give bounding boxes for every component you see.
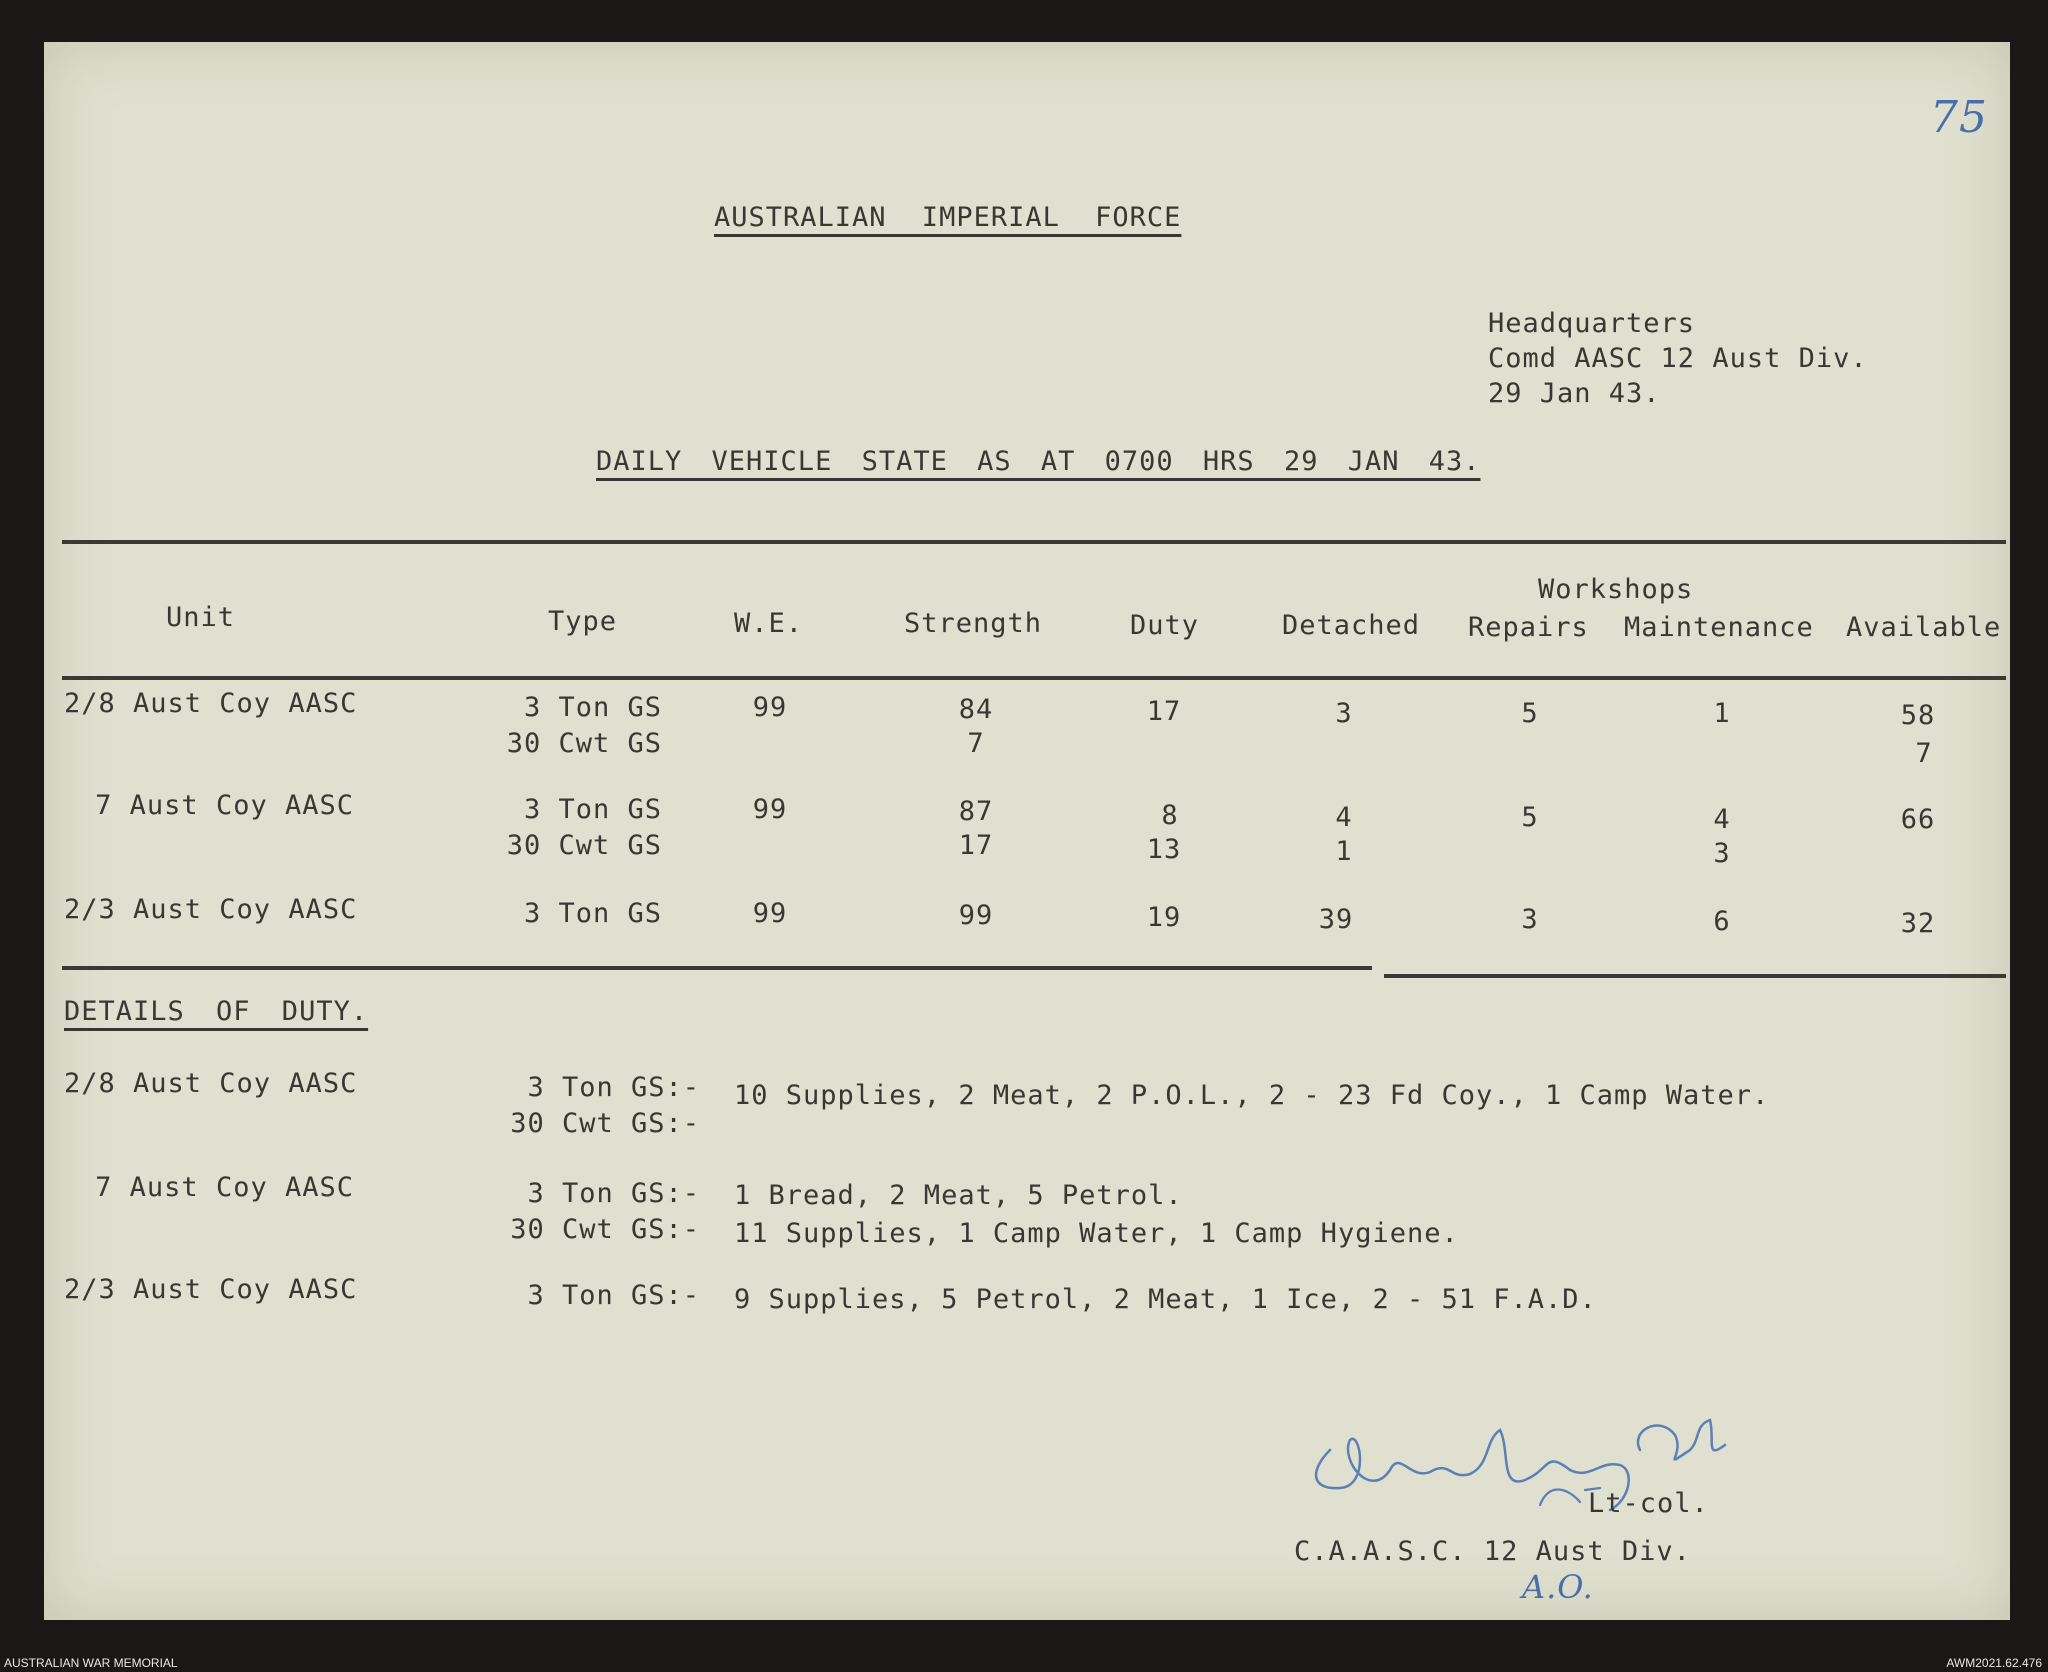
table-top-rule — [62, 540, 2006, 544]
table-cell-available: 32 — [1900, 908, 1936, 939]
table-cell-duty: 13 — [1146, 834, 1182, 865]
details-unit: 7 Aust Coy AASC — [95, 1172, 354, 1203]
table-cell-maintenance: 3 — [1713, 838, 1731, 869]
table-header-rule — [62, 676, 2006, 680]
col-header-type: Type — [548, 606, 618, 637]
table-cell-strength: 84 — [958, 694, 994, 725]
col-header-strength: Strength — [904, 608, 1043, 639]
table-cell-repairs: 5 — [1521, 698, 1539, 729]
signature-appointment: C.A.A.S.C. 12 Aust Div. — [1294, 1536, 1691, 1567]
document-subtitle: DAILY VEHICLE STATE AS AT 0700 HRS 29 JAN 43. — [596, 446, 1481, 477]
details-type: 30 Cwt GS:- — [510, 1108, 700, 1139]
table-cell-detached: 1 — [1335, 836, 1353, 867]
details-type: 30 Cwt GS:- — [510, 1214, 700, 1245]
table-cell-repairs: 3 — [1521, 904, 1539, 935]
details-text: 1 Bread, 2 Meat, 5 Petrol. — [734, 1180, 1183, 1211]
details-text: 10 Supplies, 2 Meat, 2 P.O.L., 2 - 23 Fd Coy., 1 Camp Water. — [734, 1080, 1770, 1111]
table-cell-available: 7 — [1915, 738, 1933, 769]
table-group-header-workshops: Workshops — [1538, 574, 1694, 605]
footer-right: AWM2021.62.476 — [1946, 1656, 2042, 1670]
table-cell-available: 58 — [1900, 700, 1936, 731]
table-cell-we: 99 — [752, 794, 788, 825]
details-text: 9 Supplies, 5 Petrol, 2 Meat, 1 Ice, 2 - 51 F.A.D. — [734, 1284, 1597, 1315]
table-cell-we: 99 — [752, 692, 788, 723]
table-cell-duty: 8 — [1161, 800, 1179, 831]
col-header-repairs: Repairs — [1468, 612, 1589, 643]
header-line-3: 29 Jan 43. — [1488, 378, 1661, 409]
handwritten-initials: A.O. — [1522, 1568, 1594, 1606]
table-cell-maintenance: 6 — [1713, 906, 1731, 937]
col-header-available: Available — [1846, 612, 2002, 643]
details-unit: 2/8 Aust Coy AASC — [64, 1068, 358, 1099]
table-cell-duty: 19 — [1146, 902, 1182, 933]
table-cell-duty: 17 — [1146, 696, 1182, 727]
footer-left: AUSTRALIAN WAR MEMORIAL — [4, 1656, 178, 1670]
page-number: 75 — [1930, 92, 1988, 143]
table-cell-maintenance: 1 — [1713, 698, 1731, 729]
table-cell-unit: 7 Aust Coy AASC — [95, 790, 354, 821]
table-cell-strength: 7 — [967, 728, 985, 759]
table-bottom-rule — [62, 966, 1372, 970]
col-header-maintenance: Maintenance — [1624, 612, 1814, 643]
table-bottom-rule-right — [1384, 974, 2006, 978]
details-type: 3 Ton GS:- — [527, 1178, 700, 1209]
header-line-2: Comd AASC 12 Aust Div. — [1488, 343, 1868, 374]
details-type: 3 Ton GS:- — [527, 1280, 700, 1311]
table-cell-strength: 99 — [958, 900, 994, 931]
table-cell-type: 30 Cwt GS — [506, 830, 662, 861]
signature-rank: Lt-col. — [1588, 1488, 1709, 1519]
details-heading: DETAILS OF DUTY. — [64, 996, 369, 1027]
table-cell-detached: 3 — [1335, 698, 1353, 729]
table-cell-detached: 39 — [1318, 904, 1354, 935]
table-cell-unit: 2/3 Aust Coy AASC — [64, 894, 358, 925]
table-cell-available: 66 — [1900, 804, 1936, 835]
details-text: 11 Supplies, 1 Camp Water, 1 Camp Hygiene. — [734, 1218, 1459, 1249]
table-cell-detached: 4 — [1335, 802, 1353, 833]
table-cell-we: 99 — [752, 898, 788, 929]
table-cell-unit: 2/8 Aust Coy AASC — [64, 688, 358, 719]
table-cell-type: 3 Ton GS — [523, 898, 662, 929]
col-header-duty: Duty — [1130, 610, 1200, 641]
table-cell-maintenance: 4 — [1713, 804, 1731, 835]
table-cell-type: 3 Ton GS — [523, 794, 662, 825]
table-cell-strength: 87 — [958, 796, 994, 827]
details-unit: 2/3 Aust Coy AASC — [64, 1274, 358, 1305]
col-header-unit: Unit — [166, 602, 236, 633]
details-type: 3 Ton GS:- — [527, 1072, 700, 1103]
document-title: AUSTRALIAN IMPERIAL FORCE — [714, 202, 1182, 233]
table-cell-repairs: 5 — [1521, 802, 1539, 833]
col-header-we: W.E. — [734, 608, 804, 639]
table-cell-type: 3 Ton GS — [523, 692, 662, 723]
header-line-1: Headquarters — [1488, 308, 1696, 339]
table-cell-strength: 17 — [958, 830, 994, 861]
col-header-detached: Detached — [1282, 610, 1421, 641]
table-cell-type: 30 Cwt GS — [506, 728, 662, 759]
